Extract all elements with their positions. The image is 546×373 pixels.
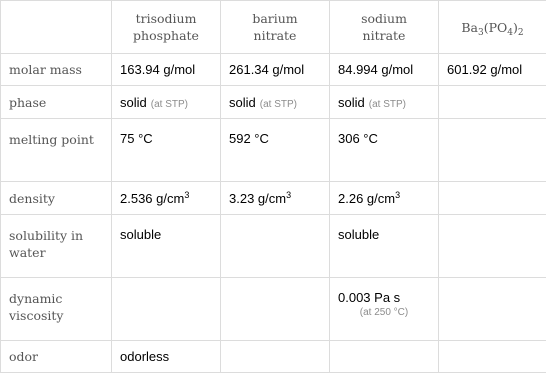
cell-value: [330, 278, 439, 341]
cell-value: soluble: [330, 215, 439, 278]
header-trisodium-phosphate: trisodium phosphate: [112, 1, 221, 54]
formula-subscript: 2: [518, 28, 524, 38]
cell-value: 75 °C: [112, 119, 221, 182]
table-row: [1, 215, 546, 278]
cell-empty: [112, 278, 221, 341]
header-sodium-nitrate: sodium nitrate: [330, 1, 439, 54]
formula-subscript: 3: [478, 28, 484, 38]
table-row: [1, 54, 546, 86]
cell-value: 601.92 g/mol: [439, 54, 546, 86]
value-text: 2.536 g/cm: [120, 191, 184, 206]
cell-empty: [439, 341, 546, 373]
cell-value: 163.94 g/mol: [112, 54, 221, 86]
cell-value: odorless: [112, 341, 221, 373]
table-row: [1, 182, 546, 215]
value-text: 3.23 g/cm: [229, 191, 286, 206]
formula-part: ): [513, 20, 518, 35]
formula-part: (PO: [484, 20, 508, 35]
header-barium-phosphate: [439, 1, 546, 54]
cell-empty: [330, 341, 439, 373]
row-label-odor: odor: [1, 341, 112, 373]
cell-empty: [439, 86, 546, 119]
row-label-molar-mass: molar mass: [1, 54, 112, 86]
cell-empty: [221, 341, 330, 373]
formula-part: Ba: [461, 20, 478, 35]
value-text: 2.26 g/cm: [338, 191, 395, 206]
cell-value: 592 °C: [221, 119, 330, 182]
value-text: solid: [338, 95, 365, 110]
value-text: 0.003 Pa s: [338, 290, 400, 305]
header-barium-nitrate: barium nitrate: [221, 1, 330, 54]
row-label-phase: phase: [1, 86, 112, 119]
cell-value: [112, 86, 221, 119]
row-label-density: density: [1, 182, 112, 215]
row-label-viscosity: dynamic viscosity: [1, 278, 112, 341]
value-text: solid: [120, 95, 147, 110]
cell-empty: [439, 215, 546, 278]
unit-exponent: 3: [184, 190, 189, 200]
cell-value: 84.994 g/mol: [330, 54, 439, 86]
header-row: [1, 1, 546, 54]
cell-value: [330, 86, 439, 119]
condition-note: (at STP): [369, 99, 406, 110]
condition-note: (at STP): [151, 99, 188, 110]
corner-cell: [1, 1, 112, 54]
cell-value: [330, 182, 439, 215]
cell-value: [221, 182, 330, 215]
row-label-solubility: solubility in water: [1, 215, 112, 278]
cell-empty: [439, 182, 546, 215]
cell-value: 306 °C: [330, 119, 439, 182]
cell-empty: [439, 278, 546, 341]
cell-value: [221, 86, 330, 119]
unit-exponent: 3: [395, 190, 400, 200]
cell-empty: [221, 215, 330, 278]
table-row: [1, 278, 546, 341]
value-text: solid: [229, 95, 256, 110]
unit-exponent: 3: [286, 190, 291, 200]
cell-empty: [221, 278, 330, 341]
condition-note: (at 250 °C): [338, 307, 430, 318]
formula-subscript: 4: [507, 28, 513, 38]
condition-note: (at STP): [260, 99, 297, 110]
cell-value: soluble: [112, 215, 221, 278]
cell-value: 261.34 g/mol: [221, 54, 330, 86]
table-row: [1, 119, 546, 182]
table-row: [1, 341, 546, 373]
table-row: [1, 86, 546, 119]
row-label-melting-point: melting point: [1, 119, 112, 182]
cell-empty: [439, 119, 546, 182]
cell-value: [112, 182, 221, 215]
